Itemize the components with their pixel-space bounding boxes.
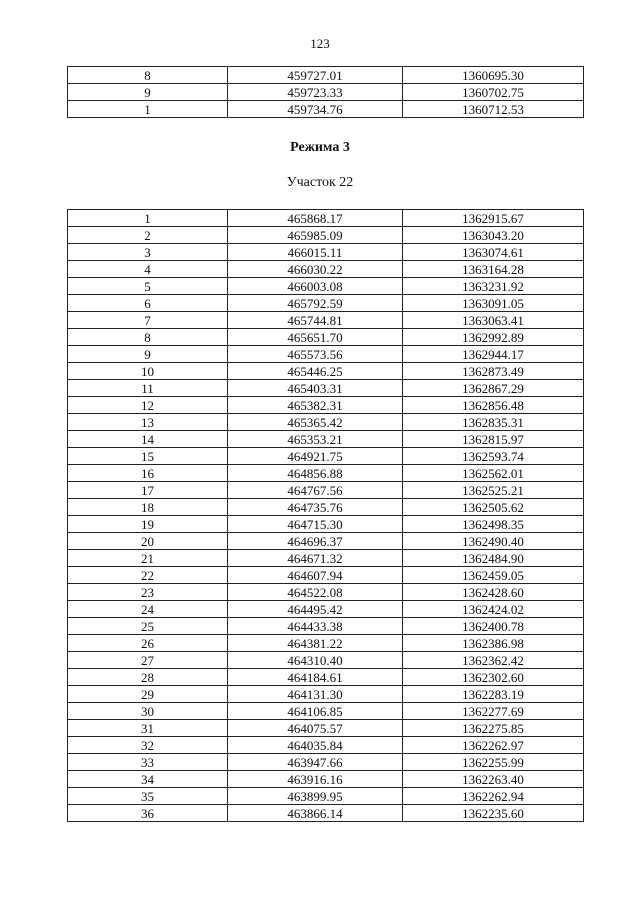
- table-row: [68, 431, 584, 448]
- y-coordinate-cell: 1362490.40: [403, 533, 584, 550]
- point-number-cell: 24: [68, 601, 228, 618]
- point-number-cell: 32: [68, 737, 228, 754]
- x-coordinate-cell: 465403.31: [228, 380, 403, 397]
- coordinates-table-continued: [67, 66, 584, 118]
- y-coordinate-cell: 1360702.75: [403, 84, 584, 101]
- y-coordinate-cell: 1362362.42: [403, 652, 584, 669]
- table-row: [68, 635, 584, 652]
- x-coordinate-cell: 464131.30: [228, 686, 403, 703]
- point-number-cell: 7: [68, 312, 228, 329]
- table-row: [68, 601, 584, 618]
- table-row: [68, 567, 584, 584]
- x-coordinate-cell: 465353.21: [228, 431, 403, 448]
- table-row: [68, 533, 584, 550]
- point-number-cell: 14: [68, 431, 228, 448]
- section-title: Режима 3: [290, 140, 350, 155]
- x-coordinate-cell: 466003.08: [228, 278, 403, 295]
- point-number-cell: 10: [68, 363, 228, 380]
- table-row: [68, 584, 584, 601]
- point-number-cell: 28: [68, 669, 228, 686]
- table-row: [68, 720, 584, 737]
- x-coordinate-cell: 463947.66: [228, 754, 403, 771]
- table-row: [68, 210, 584, 227]
- x-coordinate-cell: 464495.42: [228, 601, 403, 618]
- table-row: [68, 618, 584, 635]
- y-coordinate-cell: 1362915.67: [403, 210, 584, 227]
- point-number-cell: 13: [68, 414, 228, 431]
- y-coordinate-cell: 1362484.90: [403, 550, 584, 567]
- table-row: [68, 703, 584, 720]
- y-coordinate-cell: 1362873.49: [403, 363, 584, 380]
- page-number: 123: [310, 36, 330, 51]
- y-coordinate-cell: 1362235.60: [403, 805, 584, 822]
- table-row: [68, 397, 584, 414]
- table-row: [68, 329, 584, 346]
- table-row: [68, 686, 584, 703]
- y-coordinate-cell: 1362262.97: [403, 737, 584, 754]
- point-number-cell: 5: [68, 278, 228, 295]
- table-row: [68, 346, 584, 363]
- table-row: [68, 312, 584, 329]
- y-coordinate-cell: 1362263.40: [403, 771, 584, 788]
- point-number-cell: 31: [68, 720, 228, 737]
- table-row: [68, 363, 584, 380]
- point-number-cell: 8: [68, 329, 228, 346]
- x-coordinate-cell: 464856.88: [228, 465, 403, 482]
- x-coordinate-cell: 464381.22: [228, 635, 403, 652]
- point-number-cell: 18: [68, 499, 228, 516]
- x-coordinate-cell: 464735.76: [228, 499, 403, 516]
- x-coordinate-cell: 464433.38: [228, 618, 403, 635]
- y-coordinate-cell: 1362262.94: [403, 788, 584, 805]
- y-coordinate-cell: 1362255.99: [403, 754, 584, 771]
- x-coordinate-cell: 464310.40: [228, 652, 403, 669]
- x-coordinate-cell: 465365.42: [228, 414, 403, 431]
- point-number-cell: 9: [68, 346, 228, 363]
- point-number-cell: 35: [68, 788, 228, 805]
- x-coordinate-cell: 464184.61: [228, 669, 403, 686]
- y-coordinate-cell: 1362856.48: [403, 397, 584, 414]
- x-coordinate-cell: 466030.22: [228, 261, 403, 278]
- y-coordinate-cell: 1362562.01: [403, 465, 584, 482]
- table-row: [68, 448, 584, 465]
- table-row: [68, 754, 584, 771]
- y-coordinate-cell: 1362815.97: [403, 431, 584, 448]
- point-number-cell: 21: [68, 550, 228, 567]
- x-coordinate-cell: 465382.31: [228, 397, 403, 414]
- y-coordinate-cell: 1363043.20: [403, 227, 584, 244]
- x-coordinate-cell: 465744.81: [228, 312, 403, 329]
- point-number-cell: 6: [68, 295, 228, 312]
- y-coordinate-cell: 1362835.31: [403, 414, 584, 431]
- point-number-cell: 9: [68, 84, 228, 101]
- x-coordinate-cell: 464671.32: [228, 550, 403, 567]
- y-coordinate-cell: 1362867.29: [403, 380, 584, 397]
- y-coordinate-cell: 1360695.30: [403, 67, 584, 84]
- point-number-cell: 34: [68, 771, 228, 788]
- x-coordinate-cell: 464607.94: [228, 567, 403, 584]
- table-row: [68, 805, 584, 822]
- point-number-cell: 3: [68, 244, 228, 261]
- y-coordinate-cell: 1362944.17: [403, 346, 584, 363]
- x-coordinate-cell: 464106.85: [228, 703, 403, 720]
- y-coordinate-cell: 1363091.05: [403, 295, 584, 312]
- subsection-title: Участок 22: [286, 175, 354, 190]
- x-coordinate-cell: 463866.14: [228, 805, 403, 822]
- x-coordinate-cell: 459727.01: [228, 67, 403, 84]
- table-row: [68, 67, 584, 84]
- point-number-cell: 1: [68, 210, 228, 227]
- table-row: [68, 737, 584, 754]
- x-coordinate-cell: 464696.37: [228, 533, 403, 550]
- x-coordinate-cell: 459734.76: [228, 101, 403, 118]
- table-row: [68, 380, 584, 397]
- table-row: [68, 244, 584, 261]
- point-number-cell: 1: [68, 101, 228, 118]
- y-coordinate-cell: 1362277.69: [403, 703, 584, 720]
- point-number-cell: 11: [68, 380, 228, 397]
- point-number-cell: 36: [68, 805, 228, 822]
- y-coordinate-cell: 1363231.92: [403, 278, 584, 295]
- x-coordinate-cell: 464921.75: [228, 448, 403, 465]
- point-number-cell: 27: [68, 652, 228, 669]
- y-coordinate-cell: 1362992.89: [403, 329, 584, 346]
- x-coordinate-cell: 465573.56: [228, 346, 403, 363]
- x-coordinate-cell: 466015.11: [228, 244, 403, 261]
- table-row: [68, 465, 584, 482]
- x-coordinate-cell: 463916.16: [228, 771, 403, 788]
- y-coordinate-cell: 1362424.02: [403, 601, 584, 618]
- table-row: [68, 550, 584, 567]
- x-coordinate-cell: 464522.08: [228, 584, 403, 601]
- table-row: [68, 101, 584, 118]
- point-number-cell: 29: [68, 686, 228, 703]
- point-number-cell: 23: [68, 584, 228, 601]
- table-row: [68, 499, 584, 516]
- y-coordinate-cell: 1362498.35: [403, 516, 584, 533]
- y-coordinate-cell: 1362302.60: [403, 669, 584, 686]
- table-row: [68, 295, 584, 312]
- x-coordinate-cell: 465868.17: [228, 210, 403, 227]
- table-row: [68, 516, 584, 533]
- y-coordinate-cell: 1362505.62: [403, 499, 584, 516]
- point-number-cell: 16: [68, 465, 228, 482]
- table-row: [68, 278, 584, 295]
- y-coordinate-cell: 1362386.98: [403, 635, 584, 652]
- point-number-cell: 17: [68, 482, 228, 499]
- x-coordinate-cell: 464715.30: [228, 516, 403, 533]
- coordinates-table: [67, 209, 584, 822]
- y-coordinate-cell: 1363063.41: [403, 312, 584, 329]
- y-coordinate-cell: 1362428.60: [403, 584, 584, 601]
- table-row: [68, 414, 584, 431]
- table-row: [68, 669, 584, 686]
- table-row: [68, 788, 584, 805]
- x-coordinate-cell: 463899.95: [228, 788, 403, 805]
- point-number-cell: 12: [68, 397, 228, 414]
- point-number-cell: 8: [68, 67, 228, 84]
- x-coordinate-cell: 465446.25: [228, 363, 403, 380]
- x-coordinate-cell: 459723.33: [228, 84, 403, 101]
- y-coordinate-cell: 1362593.74: [403, 448, 584, 465]
- point-number-cell: 22: [68, 567, 228, 584]
- table-row: [68, 652, 584, 669]
- point-number-cell: 15: [68, 448, 228, 465]
- x-coordinate-cell: 464035.84: [228, 737, 403, 754]
- point-number-cell: 2: [68, 227, 228, 244]
- y-coordinate-cell: 1362525.21: [403, 482, 584, 499]
- y-coordinate-cell: 1360712.53: [403, 101, 584, 118]
- y-coordinate-cell: 1362275.85: [403, 720, 584, 737]
- table-row: [68, 482, 584, 499]
- x-coordinate-cell: 464767.56: [228, 482, 403, 499]
- x-coordinate-cell: 465651.70: [228, 329, 403, 346]
- x-coordinate-cell: 464075.57: [228, 720, 403, 737]
- y-coordinate-cell: 1363074.61: [403, 244, 584, 261]
- point-number-cell: 33: [68, 754, 228, 771]
- y-coordinate-cell: 1362400.78: [403, 618, 584, 635]
- table-row: [68, 84, 584, 101]
- point-number-cell: 30: [68, 703, 228, 720]
- point-number-cell: 26: [68, 635, 228, 652]
- point-number-cell: 20: [68, 533, 228, 550]
- point-number-cell: 4: [68, 261, 228, 278]
- point-number-cell: 19: [68, 516, 228, 533]
- x-coordinate-cell: 465792.59: [228, 295, 403, 312]
- y-coordinate-cell: 1362283.19: [403, 686, 584, 703]
- y-coordinate-cell: 1363164.28: [403, 261, 584, 278]
- table-row: [68, 261, 584, 278]
- y-coordinate-cell: 1362459.05: [403, 567, 584, 584]
- x-coordinate-cell: 465985.09: [228, 227, 403, 244]
- table-row: [68, 227, 584, 244]
- point-number-cell: 25: [68, 618, 228, 635]
- table-row: [68, 771, 584, 788]
